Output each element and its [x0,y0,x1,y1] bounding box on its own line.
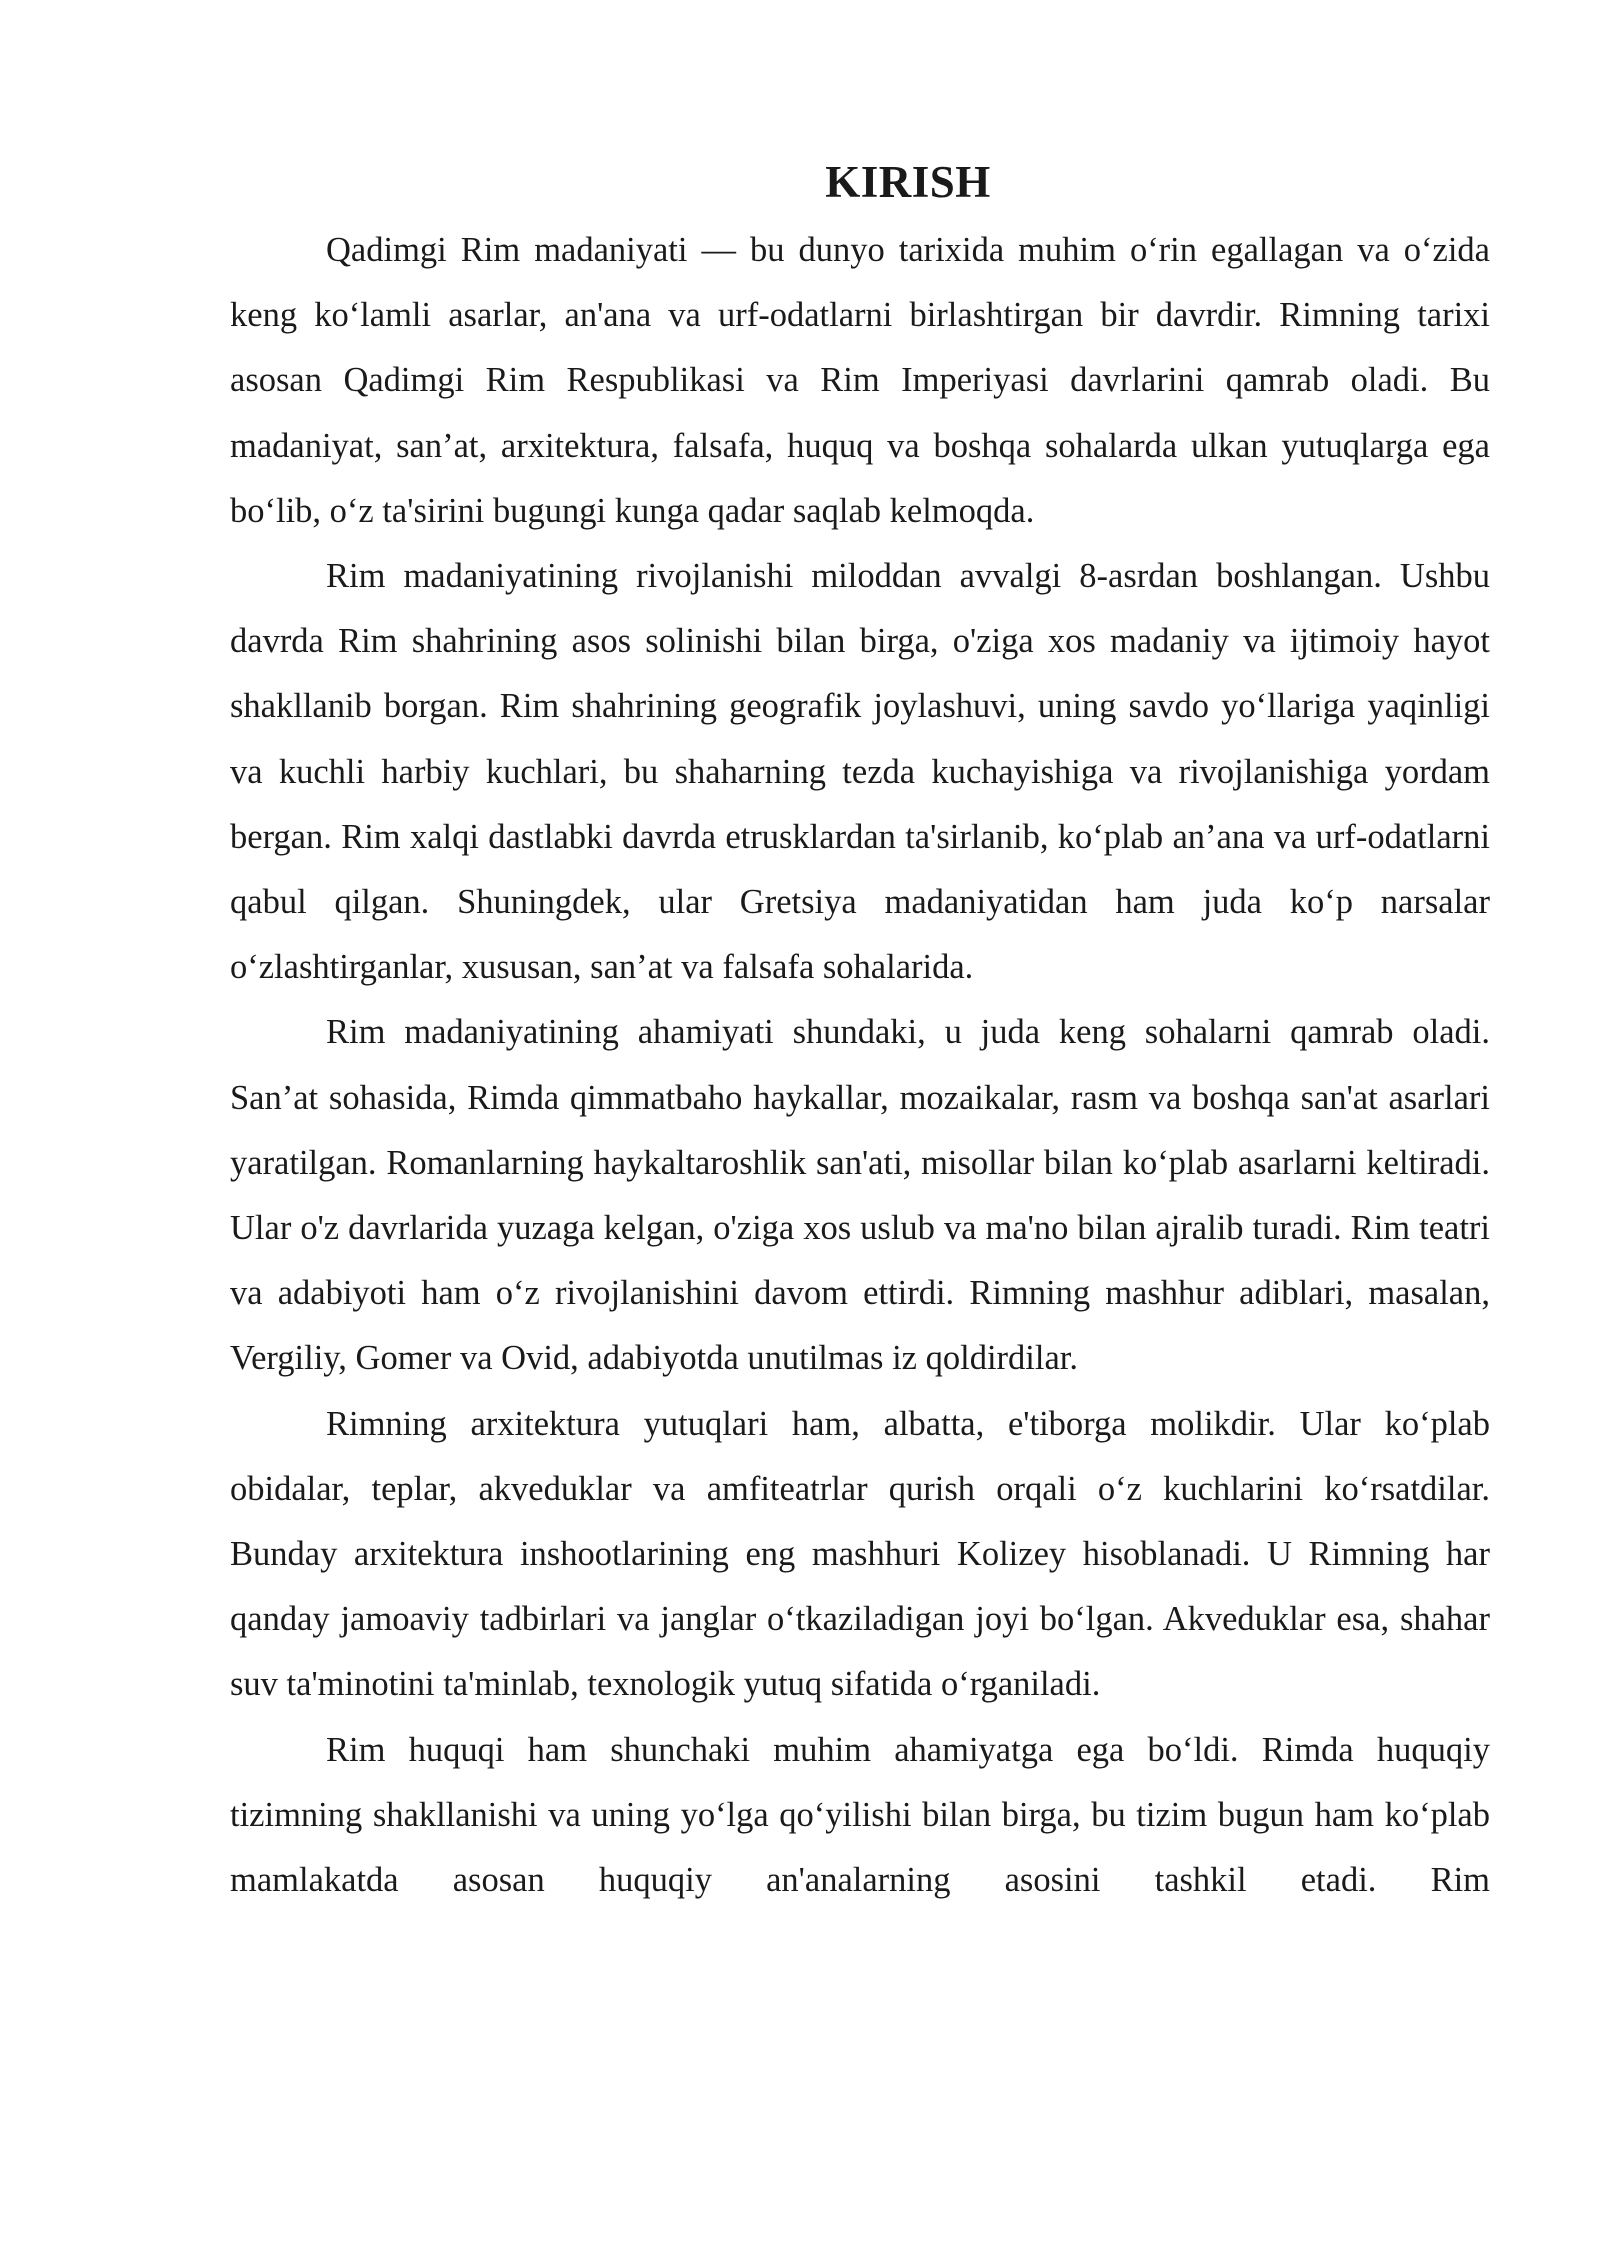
paragraph-architecture: Rimning arxitektura yutuqlari ham, albatta, e'tiborga molikdir. Ular ko‘plab obidalar, teplar, akveduklar va amfiteatrlar qurish orqali o‘z kuchlarini ko‘rsatdilar. Bunday arxitektura inshootlarining eng mashhuri Kolizey hisoblanadi. U Rimning har qanday jamoaviy tadbirlari va janglar o‘tkaziladigan joyi bo‘lgan. Akveduklar esa, shahar suv ta'minotini ta'minlab, texnologik yutuq sifatida o‘rganiladi. [230,1404,1490,1704]
document-page [230,150,1490,1913]
paragraph-law: Rim huquqi ham shunchaki muhim ahamiyatga ega bo‘ldi. Rimda huquqiy tizimning shakllanishi va uning yo‘lga qo‘yilishi bilan birga, bu tizim bugun ham ko‘plab mamlakatda asosan huquqiy an'analarning asosini tashkil etadi. Rim [230,1730,1490,1900]
paragraph-significance: Rim madaniyatining ahamiyati shundaki, u juda keng sohalarni qamrab oladi. San’at sohasida, Rimda qimmatbaho haykallar, mozaikalar, rasm va boshqa san'at asarlari yaratilgan. Romanlarning haykaltaroshlik san'ati, misollar bilan ko‘plab asarlarni keltiradi. Ular o'z davrlarida yuzaga kelgan, o'ziga xos uslub va ma'no bilan ajralib turadi. Rim teatri va adabiyoti ham o‘z rivojlanishini davom ettirdi. Rimning mashhur adiblari, masalan, Vergiliy, Gomer va Ovid, adabiyotda unutilmas iz qoldirdilar. [230,1013,1490,1378]
paragraph-development: Rim madaniyatining rivojlanishi miloddan avvalgi 8-asrdan boshlangan. Ushbu davrda Rim shahrining asos solinishi bilan birga, o'ziga xos madaniy va ijtimoiy hayot shakllanib borgan. Rim shahrining geografik joylashuvi, uning savdo yo‘llariga yaqinligi va kuchli harbiy kuchlari, bu shaharning tezda kuchayishiga va rivojlanishiga yordam bergan. Rim xalqi dastlabki davrda etrusklardan ta'sirlanib, ko‘plab an’ana va urf-odatlarni qabul qilgan. Shuningdek, ular Gretsiya madaniyatidan ham juda ko‘p narsalar o‘zlashtirganlar, xususan, san’at va falsafa sohalarida. [230,557,1490,987]
page-title: KIRISH [825,157,991,207]
paragraph-intro: Qadimgi Rim madaniyati — bu dunyo tarixida muhim o‘rin egallagan va o‘zida keng ko‘lamli asarlar, an'ana va urf-odatlarni birlashtirgan bir davrdir. Rimning tarixi asosan Qadimgi Rim Respublikasi va Rim Imperiyasi davrlarini qamrab oladi. Bu madaniyat, san’at, arxitektura, falsafa, huquq va boshqa sohalarda ulkan yutuqlarga ega bo‘lib, o‘z ta'sirini bugungi kunga qadar saqlab kelmoqda. [230,231,1490,530]
